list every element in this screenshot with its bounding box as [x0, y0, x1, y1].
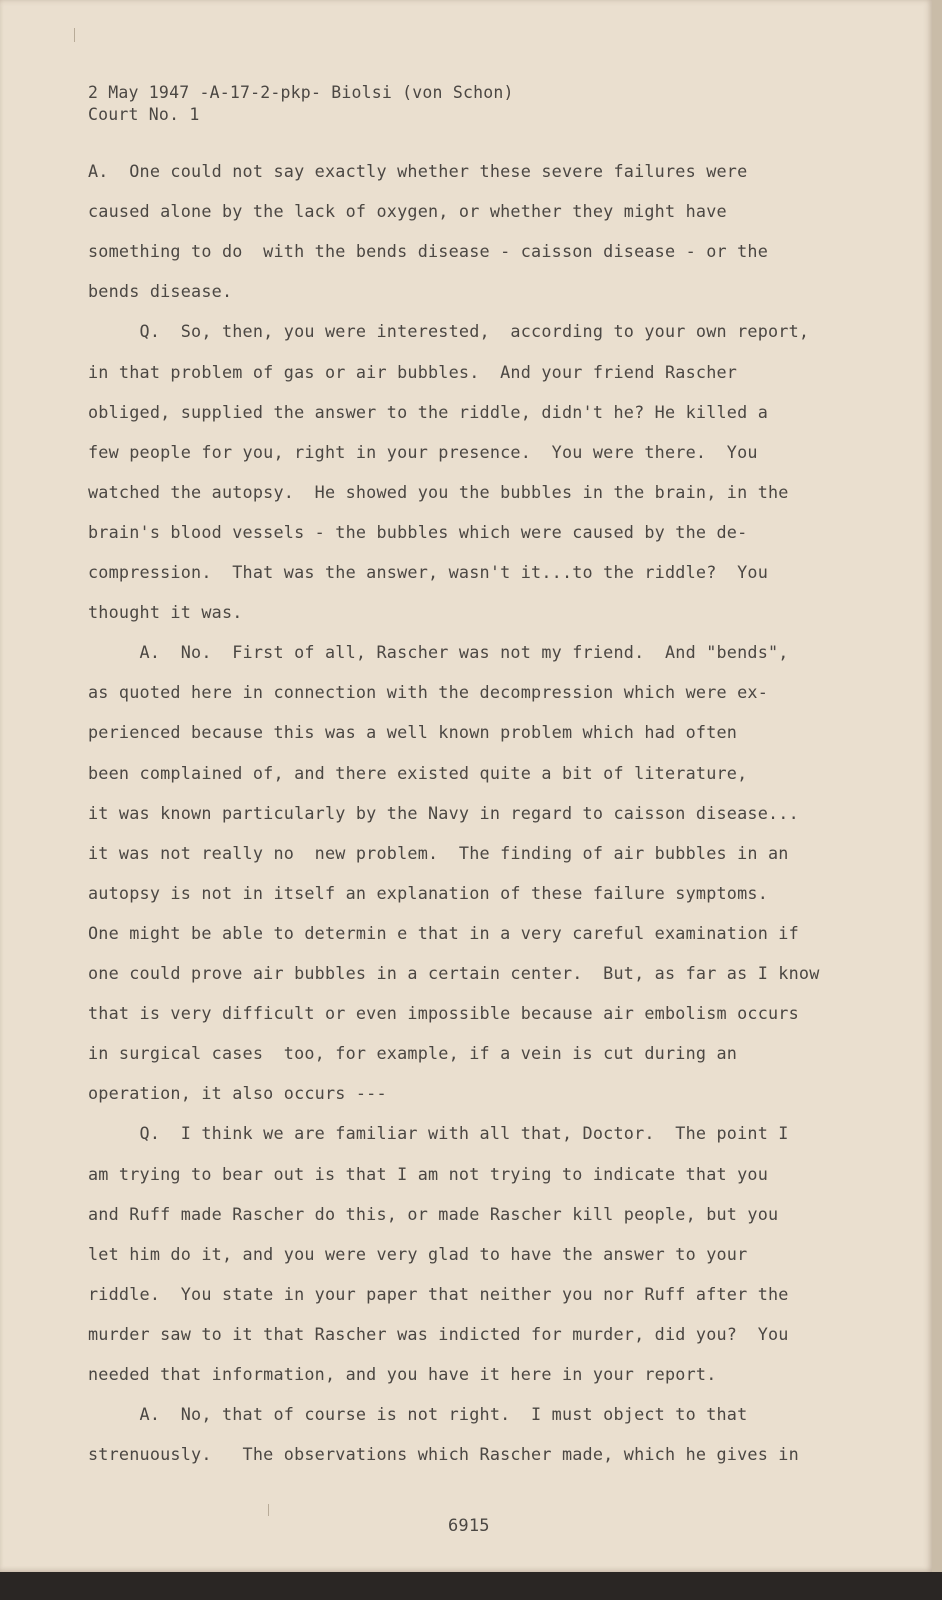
transcript-line: autopsy is not in itself an explanation of these failure symptoms.: [88, 882, 769, 903]
transcript-line: A. No. First of all, Rascher was not my friend. And "bends",: [88, 642, 789, 663]
transcript-line: few people for you, right in your presence. You were there. You: [88, 441, 758, 462]
transcript-line: watched the autopsy. He showed you the bubbles in the brain, in the: [88, 481, 789, 502]
transcript-line: A. No, that of course is not right. I must object to that: [88, 1404, 748, 1425]
transcript-line: and Ruff made Rascher do this, or made Rascher kill people, but you: [88, 1203, 779, 1224]
transcript-line: needed that information, and you have it here in your report.: [88, 1364, 717, 1384]
page-edge-shadow: [932, 0, 942, 1600]
transcript-line: obliged, supplied the answer to the riddle, didn't he? He killed a: [88, 401, 769, 422]
scanner-bottom-strip: [0, 1572, 942, 1600]
paper-mark: [74, 28, 75, 42]
transcript-line: in that problem of gas or air bubbles. And your friend Rascher: [88, 361, 738, 382]
document-header: [88, 82, 514, 126]
transcript-line: in surgical cases too, for example, if a vein is cut during an: [88, 1043, 738, 1064]
transcript-line: compression. That was the answer, wasn't it...to the riddle? You: [88, 562, 769, 582]
transcript-line: thought it was.: [88, 602, 243, 623]
transcript-line: one could prove air bubbles in a certain center. But, as far as I know: [88, 963, 820, 983]
transcript-line: am trying to bear out is that I am not trying to indicate that you: [88, 1163, 769, 1184]
transcript-line: A. One could not say exactly whether these severe failures were: [88, 161, 748, 181]
transcript-line: brain's blood vessels - the bubbles which were caused by the de-: [88, 521, 748, 542]
transcript-line: been complained of, and there existed quite a bit of literature,: [88, 762, 748, 783]
header-line-date-reference: 2 May 1947 -A-17-2-pkp- Biolsi (von Schon): [88, 83, 514, 102]
transcript-line: One might be able to determin e that in a very careful examination if: [88, 922, 799, 943]
transcript-line: operation, it also occurs ---: [88, 1083, 387, 1104]
transcript-line: riddle. You state in your paper that neither you nor Ruff after the: [88, 1283, 789, 1304]
transcript-line: as quoted here in connection with the decompression which were ex-: [88, 682, 769, 703]
transcript-line: something to do with the bends disease - caisson disease - or the: [88, 241, 769, 262]
page-number: 6915: [448, 1516, 490, 1536]
transcript-line: bends disease.: [88, 281, 233, 302]
header-line-court: Court No. 1: [88, 105, 200, 124]
paper-mark: [268, 1504, 269, 1516]
transcript-line: Q. I think we are familiar with all that, Doctor. The point I: [88, 1123, 789, 1144]
transcript-line: Q. So, then, you were interested, according to your own report,: [88, 321, 810, 342]
transcript-line: that is very difficult or even impossible because air embolism occurs: [88, 1003, 799, 1024]
transcript-line: murder saw to it that Rascher was indicted for murder, did you? You: [88, 1323, 789, 1344]
transcript-line: it was known particularly by the Navy in regard to caisson disease...: [88, 802, 799, 823]
transcript-line: let him do it, and you were very glad to have the answer to your: [88, 1243, 748, 1264]
transcript-line: caused alone by the lack of oxygen, or whether they might have: [88, 201, 727, 222]
transcript-line: perienced because this was a well known problem which had often: [88, 722, 738, 743]
transcript-line: strenuously. The observations which Rascher made, which he gives in: [88, 1444, 799, 1465]
transcript-line: it was not really no new problem. The finding of air bubbles in an: [88, 842, 789, 863]
